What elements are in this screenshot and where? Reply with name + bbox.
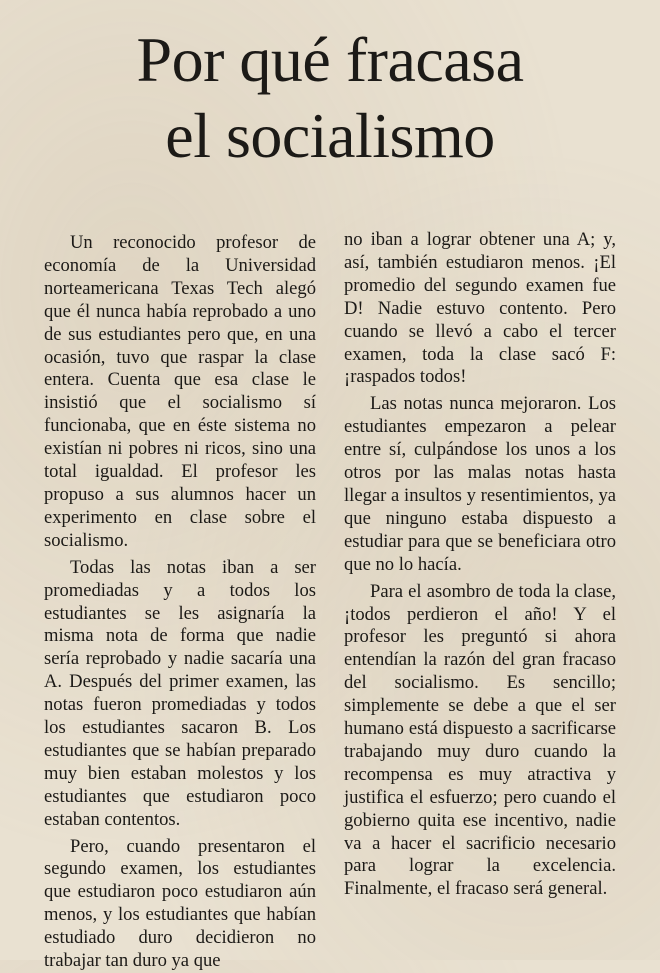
paragraph-4: Las notas nunca mejoraron. Los estudiantes empezaron a pelear entre sí, culpándose los unos a los otros por las malas notas hasta llegar a insultos y resentimientos, ya que ninguno estaba dispuesto a estudiar para que se beneficiara otro que no lo hacía.	[344, 393, 616, 575]
paragraph-3: Pero, cuando presentaron el segundo examen, los estudiantes que estudiaron poco estudiaron aún menos, y los estudiantes que habían estudiado duro decidieron no trabajar tan duro ya que	[44, 835, 316, 972]
right-column	[344, 229, 616, 901]
article-headline	[0, 22, 660, 174]
paragraph-5: Para el asombro de toda la clase, ¡todos perdieron el año! Y el profesor les preguntó si ahora entendían la razón del gran fracaso del socialismo. Es sencillo; simplemente se debe a que el ser humano está dispuesto a sacrificarse trabajando muy duro cuando la recompensa es muy atractiva y justifica el esfuerzo; pero cuando el gobierno quita ese incentivo, nadie va a hacer el sacrificio necesario para lograr la excelencia. Finalmente, el fracaso será general.	[344, 580, 616, 900]
headline-line-1: Por qué fracasa	[136, 24, 524, 95]
left-column	[44, 232, 316, 973]
headline-line-2: el socialismo	[165, 100, 495, 171]
paragraph-3-continued: no iban a lograr obtener una A; y, así, también estudiaron menos. ¡El promedio del segundo examen fue D! Nadie estuvo contento. Pero cuando se llevó a cabo el tercer examen, toda la clase sacó F: ¡raspados todos!	[344, 229, 616, 388]
paragraph-2: Todas las notas iban a ser promediadas y a todos los estudiantes se les asignaría la misma nota de forma que nadie sería reprobado y nadie sacaría una A. Después del primer examen, las notas fueron promediadas y todos los estudiantes sacaron B. Los estudiantes que se habían preparado muy bien estaban molestos y los estudiantes que estudiaron poco estaban contentos.	[44, 556, 316, 830]
paragraph-1: Un reconocido profesor de economía de la Universidad norteamericana Texas Tech alegó que él nunca había reprobado a uno de sus estudiantes pero que, en una ocasión, tuvo que raspar la clase entera. Cuenta que esa clase le insistió que el socialismo sí funcionaba, que en éste sistema no existían ni pobres ni ricos, sino una total igualdad. El profesor les propuso a sus alumnos hacer un experimento en clase sobre el socialismo.	[44, 232, 316, 551]
